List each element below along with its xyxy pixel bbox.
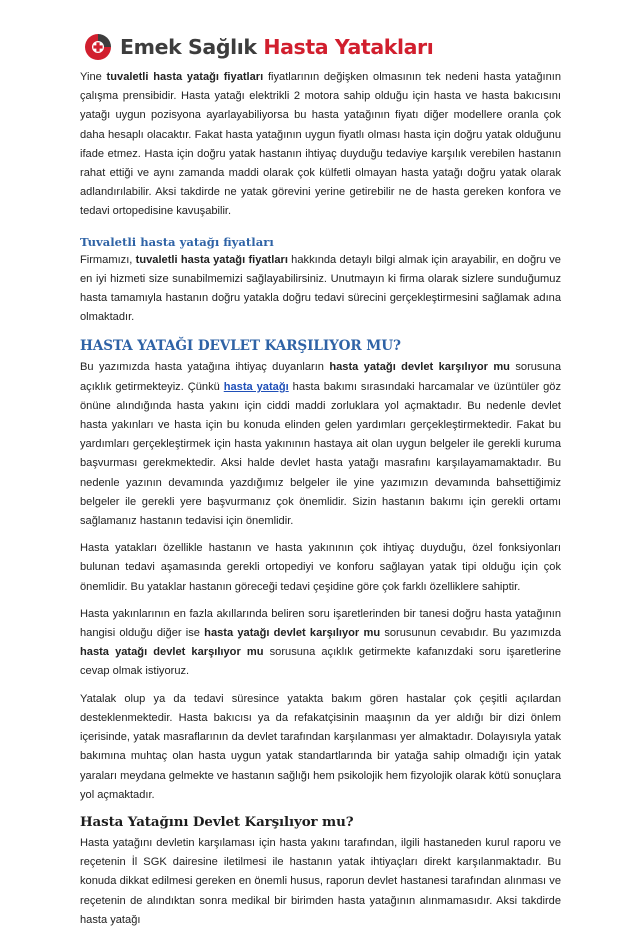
devlet-paragraph-1: Bu yazımızda hasta yatağına ihtiyaç duyanların hasta yatağı devlet karşılıyor mu sorusuna açıklık getirmekteyiz. Çünkü hasta yatağı hasta bakımı sırasındaki harcamalar ve üzüntüler göz önüne alındığında hasta yakını için ciddi maddi zorluklara yol açmaktadır. Bu nedenle devlet hasta yakınları ve hasta için bu konuda elinden gelen yardımları gerçekleştirmektedir. Fakat bu yardımları gerçekleştirmek için hasta yakınının hastaya ait olan uygun belgeler ile gerekli kuruma başvurması gerekmektedir. Aksi halde devlet hasta yatağı masrafını karşılayamamaktadır. Bu nedenle yazının devamında yazdığımız belgeler ile yine yazımızın devamında bahsettiğimiz belgeler ile gerekli yere başvurmanız çok önemlidir. Sizin hastanın bakımı için gerekli ortamı sağlamanız hastanın tedavisi için önemlidir. xyxy=(80,361,562,528)
fiyat-heading: Tuvaletli hasta yatağı fiyatları xyxy=(80,234,274,249)
hasta-yatagi-link[interactable]: hasta yatağı xyxy=(223,380,289,393)
document-page xyxy=(80,28,561,930)
fiyat-paragraph: Firmamızı, tuvaletli hasta yatağı fiyatları hakkında detaylı bilgi almak için arayabilir, en doğru ve en iyi hizmeti size sunabilmemizi sağlayabilirsiniz. Unutmayın ki firma olarak sizlere sunduğumuz hasta tamamıyla hastanın doğru yatakla doğru tedavi sürecini gerçekleştirmesini sağlamak adına olmaktadır. xyxy=(80,253,561,324)
devlet-paragraph-4: Yatalak olup ya da tedavi süresince yatakta bakım gören hastalar çok çeşitli açılardan desteklenmektedir. Hasta bakıcısı ya da refakatçisinin maaşının da yer aldığı bir dizi önlem içerisinde, yatak masraflarının da devlet tarafından karşılanması yer almaktadır. Dolayısıyla yatak bakımına muhtaç olan hasta uygun yatak standartlarında bir yatağa sahip olmadığı için yatak yaraları meydana gelmekte ve hastanın sağlığı hem psikolojik hem fizyolojik olarak kötü sonuçlara yol açmaktadır. xyxy=(80,692,561,801)
brand-name-part2: Hasta Yatakları xyxy=(263,35,434,59)
devlet-paragraph-2: Hasta yatakları özellikle hastanın ve hasta yakınının çok ihtiyaç duyduğu, özel fonksiyonları bulunan tedavi aşamasında gerekli ortopediyi ve konforu sağlayan yatak tipi olduğu için çok önemlidir. Bu yataklar hastanın göreceği tedavi çeşidine göre çok farklı özelliklere sahiptir. xyxy=(80,542,561,593)
brand-header[interactable] xyxy=(83,28,561,66)
karsiliyor-paragraph: Hasta yatağını devletin karşılaması için hasta yakını tarafından, ilgili hastaneden kurul raporu ve reçetenin İl SGK dairesine iletilmesi ile hastanın yatak ihtiyaçları direkt karşılanmaktadır. Bu konuda dikkat edilmesi gereken en önemli husus, raporun devlet hastanesi tarafından alınması ve reçetenin de alındıktan sonra medikal bir birimden hasta yatağının alınmamasıdır. Aksi takdirde hasta yatağı xyxy=(80,836,561,926)
brand-logo-icon xyxy=(83,32,113,62)
intro-paragraph: Yine tuvaletli hasta yatağı fiyatları fiyatlarının değişken olmasının tek nedeni hasta yatağının çalışma prensibidir. Hasta yatağı elektrikli 2 motora sahip olduğu için hasta ve hasta bakıcısını yatağı uygun pozisyona ayarlayabiliyorsa bu hasta yatağının fiyatı diğer modellere oranla çok daha hesaplı olacaktır. Fakat hasta yatağının uygun fiyatlı olması hasta için doğru yatak olduğunu ifade etmez. Hasta için doğru yatak hastanın ihtiyaç duyduğu tedaviye karşılık verebilen hastanın rahat ettiği ve aynı zamanda maddi olarak çok külfetli olmayan hasta yatağı doğru yatak olarak adlandırılabilir. Aksi takdirde ne yatak görevini yerine getirebilir ne de hasta gereken konfora ve tedavi ortopedisine kavuşabilir. xyxy=(80,71,562,218)
karsiliyor-heading: Hasta Yatağını Devlet Karşılıyor mu? xyxy=(80,813,354,830)
devlet-paragraph-3: Hasta yakınlarının en fazla akıllarında beliren soru işaretlerinden bir tanesi doğru hasta yatağının hangisi olduğu diğer ise hasta yatağı devlet karşılıyor mu sorusunun cevabıdır. Bu yazımızda hasta yatağı devlet karşılıyor mu sorusuna açıklık getirmekte kafanızdaki soru işaretlerine cevap olmak istiyoruz. xyxy=(80,607,561,678)
brand-name-part1: Emek Sağlık xyxy=(120,35,257,59)
brand-name xyxy=(120,35,433,59)
devlet-heading: HASTA YATAĞI DEVLET KARŞILIYOR MU? xyxy=(80,338,401,355)
